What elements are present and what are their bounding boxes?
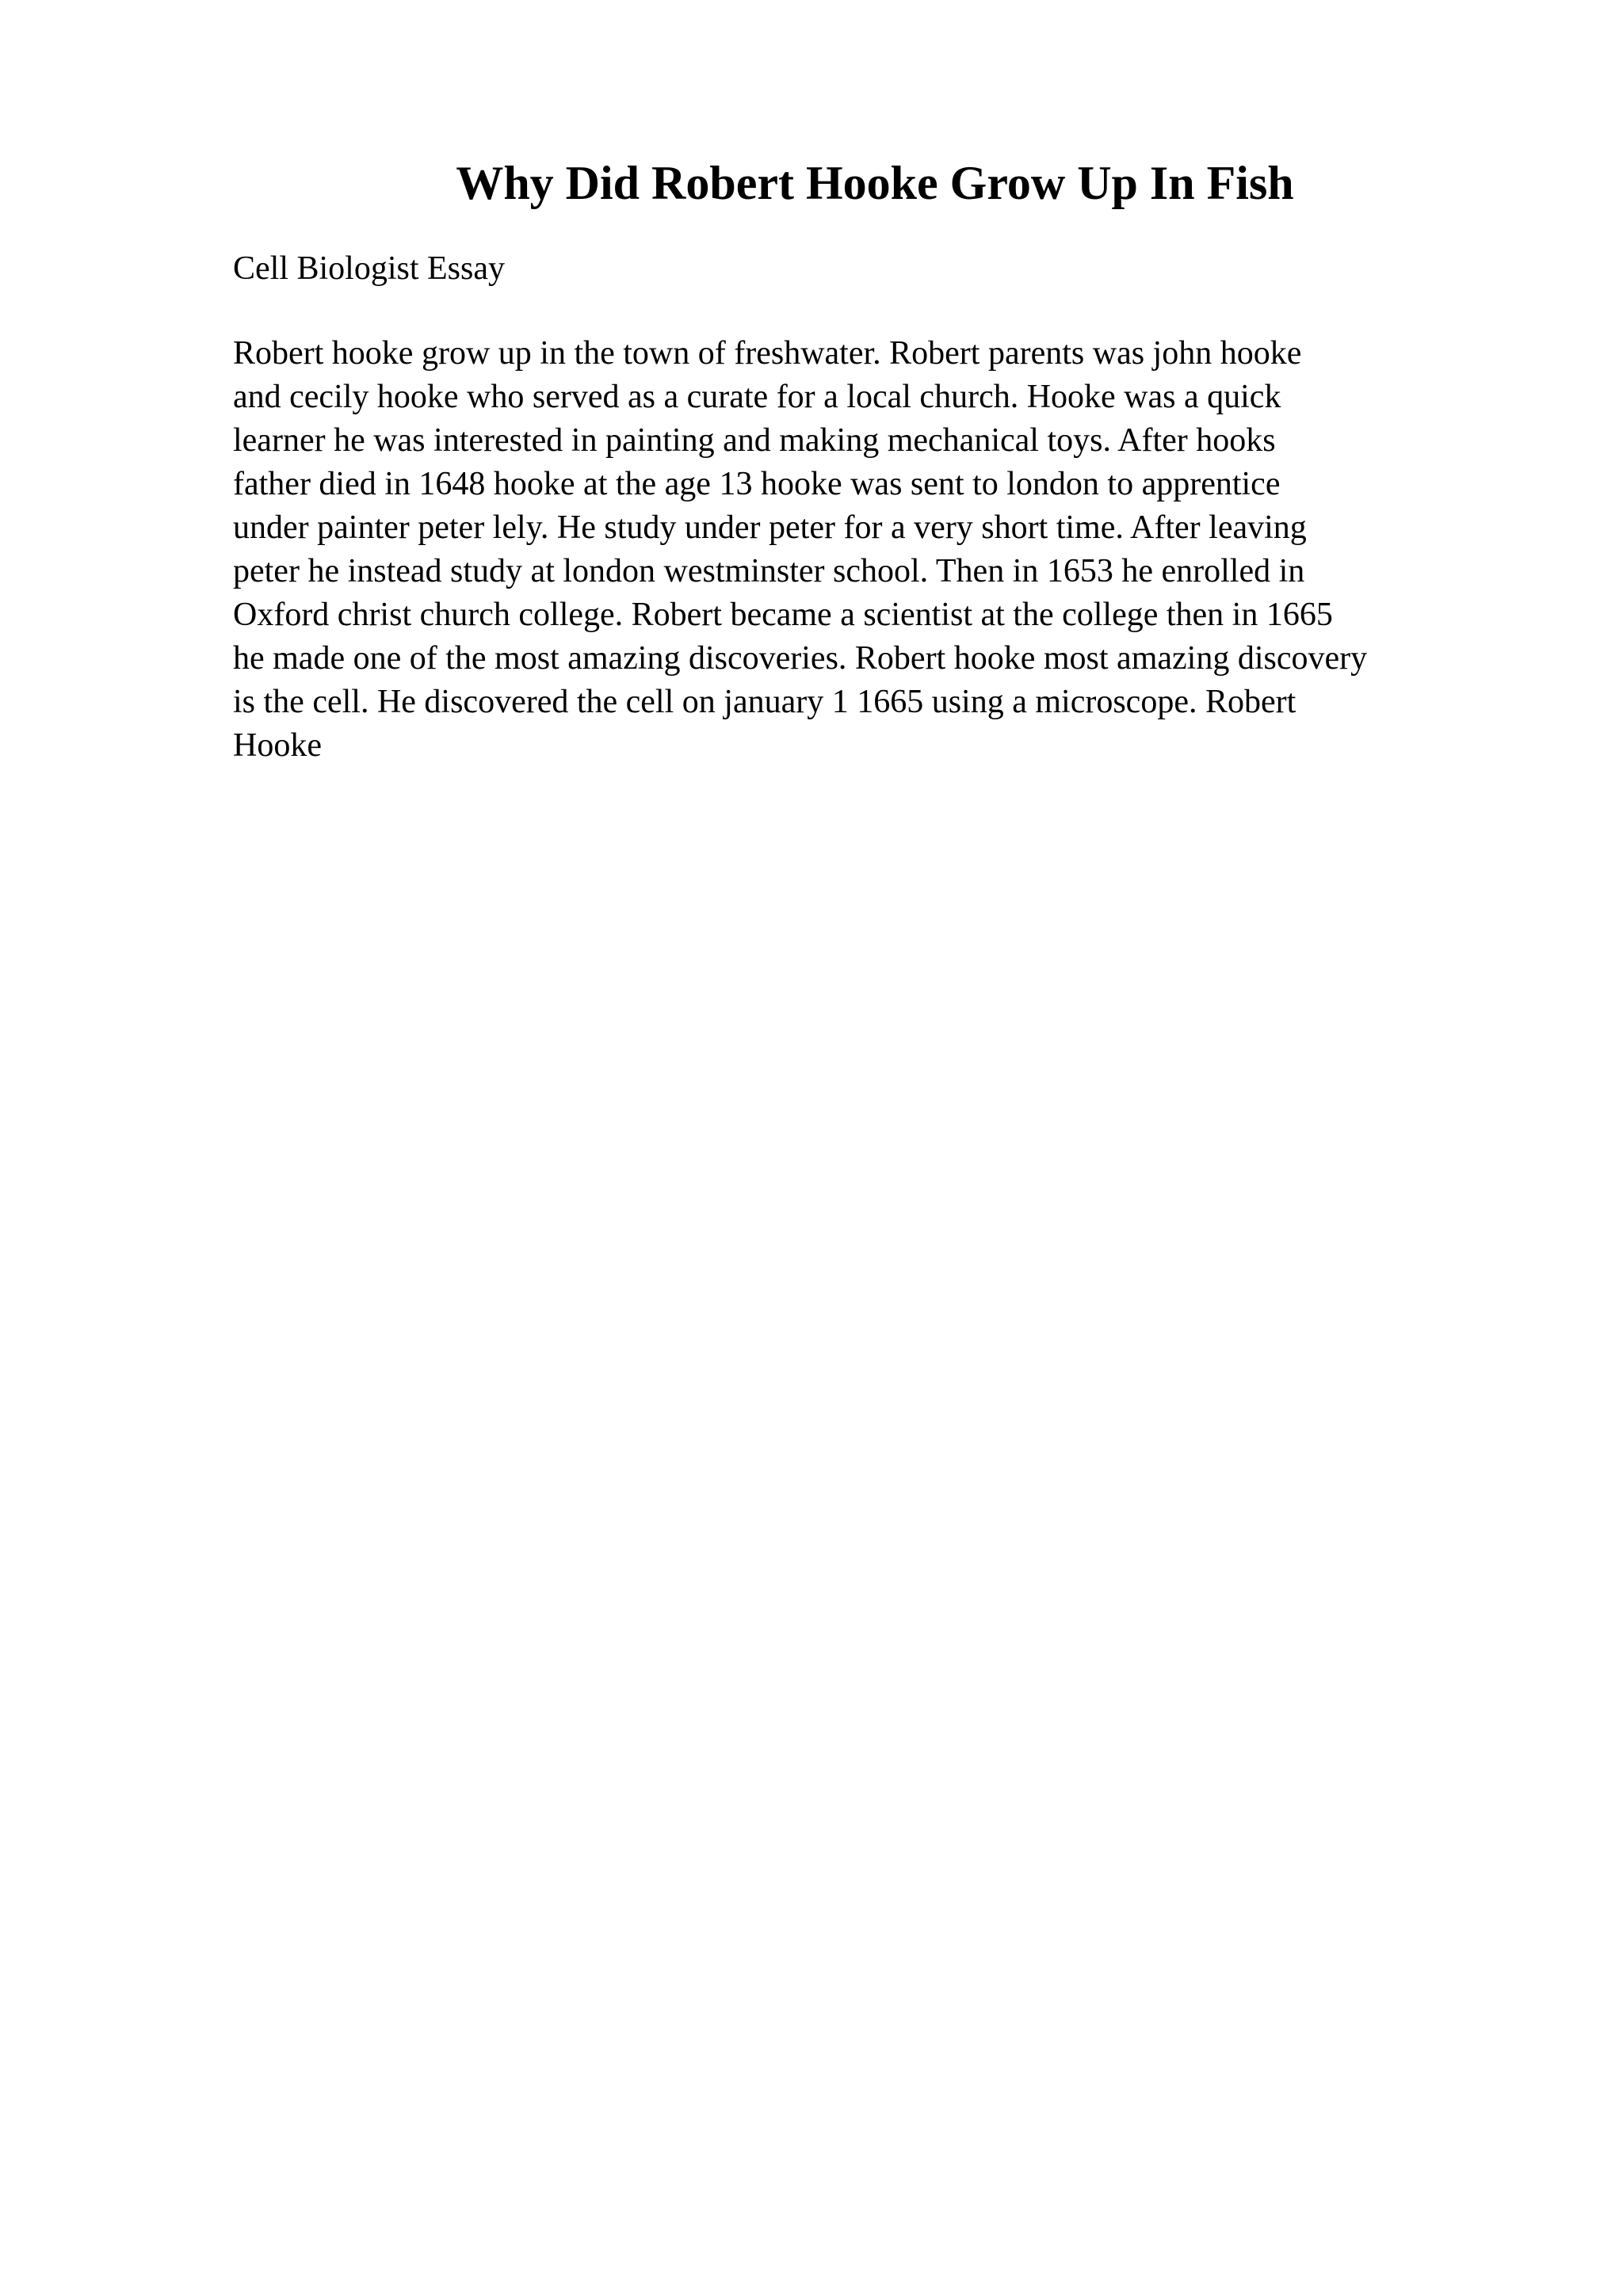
body-line: and cecily hooke who served as a curate for a local church. Hooke was a quick xyxy=(233,379,1281,415)
body-line: father died in 1648 hooke at the age 13 hooke was sent to london to apprentice xyxy=(233,466,1281,502)
body-line: he made one of the most amazing discoveries. Robert hooke most amazing discovery xyxy=(233,640,1368,677)
body-line: peter he instead study at london westminster school. Then in 1653 he enrolled in xyxy=(233,553,1305,589)
body-line: learner he was interested in painting and making mechanical toys. After hooks xyxy=(233,422,1276,459)
essay-body xyxy=(233,332,1367,768)
document-subtitle: Cell Biologist Essay xyxy=(233,250,506,287)
body-line: under painter peter lely. He study under peter for a very short time. After leaving xyxy=(233,509,1307,546)
document-title: Why Did Robert Hooke Grow Up In Fish xyxy=(456,157,1294,209)
body-line: Oxford christ church college. Robert became a scientist at the college then in 1665 xyxy=(233,597,1333,633)
body-line: is the cell. He discovered the cell on january 1 1665 using a microscope. Robert xyxy=(233,684,1296,720)
body-line: Hooke xyxy=(233,727,322,764)
body-line: Robert hooke grow up in the town of freshwater. Robert parents was john hooke xyxy=(233,335,1302,372)
